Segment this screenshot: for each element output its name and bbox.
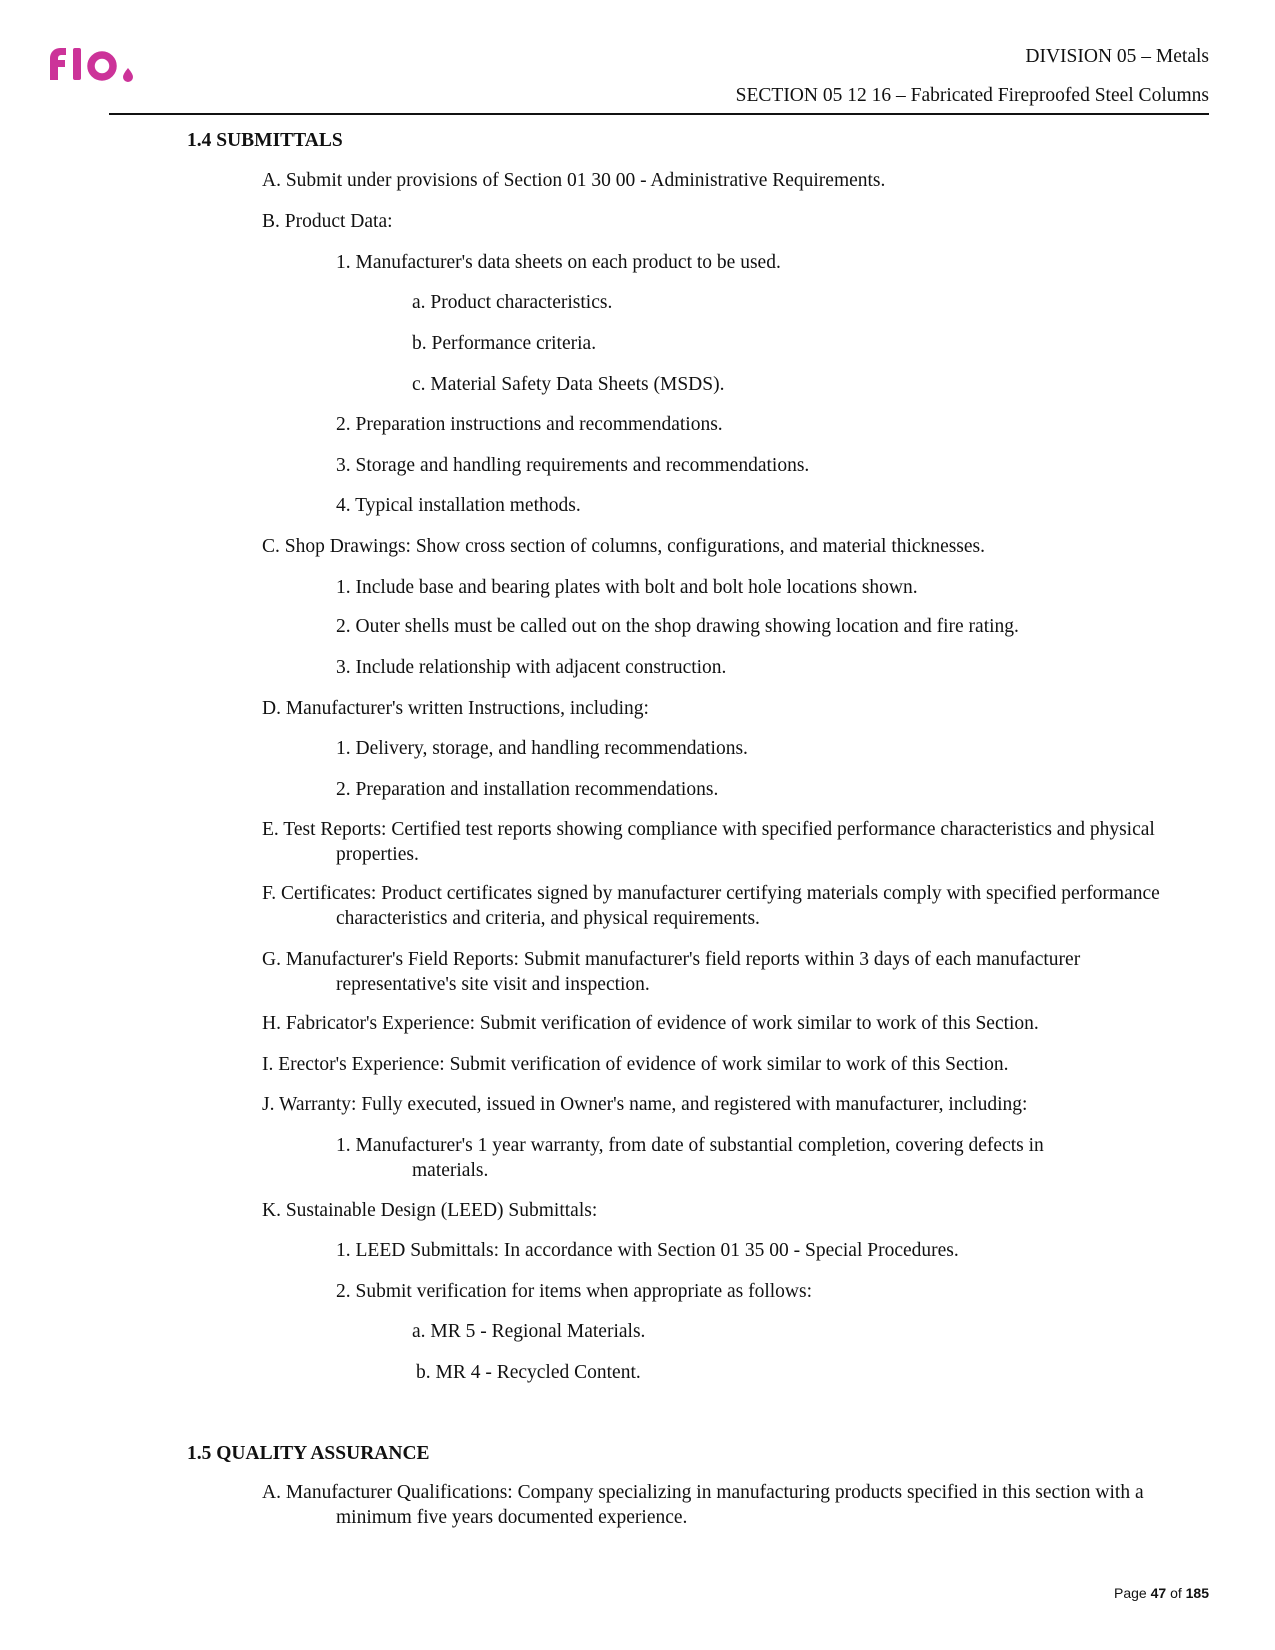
list-item: 1. Manufacturer's 1 year warranty, from date of substantial completion, covering defects in materials. bbox=[336, 1135, 1044, 1181]
list-item: A. Manufacturer Qualifications: Company specializing in manufacturing products specified in this section with a minimum five years documented experience. bbox=[262, 1482, 1144, 1528]
list-item: H. Fabricator's Experience: Submit verification of evidence of work similar to work of this Section. bbox=[262, 1013, 1039, 1034]
list-item: 1. LEED Submittals: In accordance with Section 01 35 00 - Special Procedures. bbox=[336, 1240, 959, 1261]
current-page: 47 bbox=[1150, 1585, 1167, 1601]
list-item: G. Manufacturer's Field Reports: Submit manufacturer's field reports within 3 days of each manufacturer representative's site visit and inspection. bbox=[262, 949, 1081, 995]
flo-logo bbox=[46, 44, 142, 84]
list-item: C. Shop Drawings: Show cross section of columns, configurations, and material thicknesses. bbox=[262, 536, 986, 557]
list-item: J. Warranty: Fully executed, issued in Owner's name, and registered with manufacturer, including: bbox=[262, 1094, 1028, 1115]
list-item: c. Material Safety Data Sheets (MSDS). bbox=[412, 374, 725, 395]
list-item: a. MR 5 - Regional Materials. bbox=[412, 1321, 646, 1342]
section-title: SECTION 05 12 16 – Fabricated Fireproofed Steel Columns bbox=[735, 85, 1209, 106]
of-label: of bbox=[1170, 1585, 1182, 1601]
list-item: b. Performance criteria. bbox=[412, 333, 597, 354]
list-item: 2. Submit verification for items when appropriate as follows: bbox=[336, 1281, 813, 1302]
list-item: 1. Manufacturer's data sheets on each product to be used. bbox=[336, 252, 781, 273]
list-item: I. Erector's Experience: Submit verification of evidence of work similar to work of this Section. bbox=[262, 1054, 1009, 1075]
page-number bbox=[1114, 1585, 1209, 1601]
list-item: B. Product Data: bbox=[262, 211, 393, 232]
list-item: 2. Preparation instructions and recommendations. bbox=[336, 414, 723, 435]
list-item: 1. Include base and bearing plates with bolt and bolt hole locations shown. bbox=[336, 577, 918, 598]
section-heading: 1.4 SUBMITTALS bbox=[187, 130, 343, 151]
section-heading: 1.5 QUALITY ASSURANCE bbox=[187, 1443, 430, 1464]
list-item: 3. Storage and handling requirements and recommendations. bbox=[336, 455, 810, 476]
list-item: 3. Include relationship with adjacent construction. bbox=[336, 657, 727, 678]
page-label: Page bbox=[1114, 1585, 1147, 1601]
header-divider bbox=[109, 113, 1209, 115]
division-title: DIVISION 05 – Metals bbox=[1025, 46, 1209, 67]
list-item: F. Certificates: Product certificates signed by manufacturer certifying materials comply with specified performance characteristics and criteria, and physical requirements. bbox=[262, 883, 1160, 929]
list-item: 2. Preparation and installation recommendations. bbox=[336, 779, 719, 800]
list-item: a. Product characteristics. bbox=[412, 292, 613, 313]
total-pages: 185 bbox=[1185, 1585, 1209, 1601]
list-item: 1. Delivery, storage, and handling recommendations. bbox=[336, 738, 748, 759]
list-item: E. Test Reports: Certified test reports showing compliance with specified performance characteristics and physical properties. bbox=[262, 819, 1155, 865]
list-item: b. MR 4 - Recycled Content. bbox=[416, 1362, 641, 1383]
list-item: D. Manufacturer's written Instructions, including: bbox=[262, 698, 649, 719]
list-item: A. Submit under provisions of Section 01 30 00 - Administrative Requirements. bbox=[262, 170, 886, 191]
list-item: 4. Typical installation methods. bbox=[336, 495, 581, 516]
list-item: 2. Outer shells must be called out on the shop drawing showing location and fire rating. bbox=[336, 616, 1019, 637]
list-item: K. Sustainable Design (LEED) Submittals: bbox=[262, 1200, 598, 1221]
